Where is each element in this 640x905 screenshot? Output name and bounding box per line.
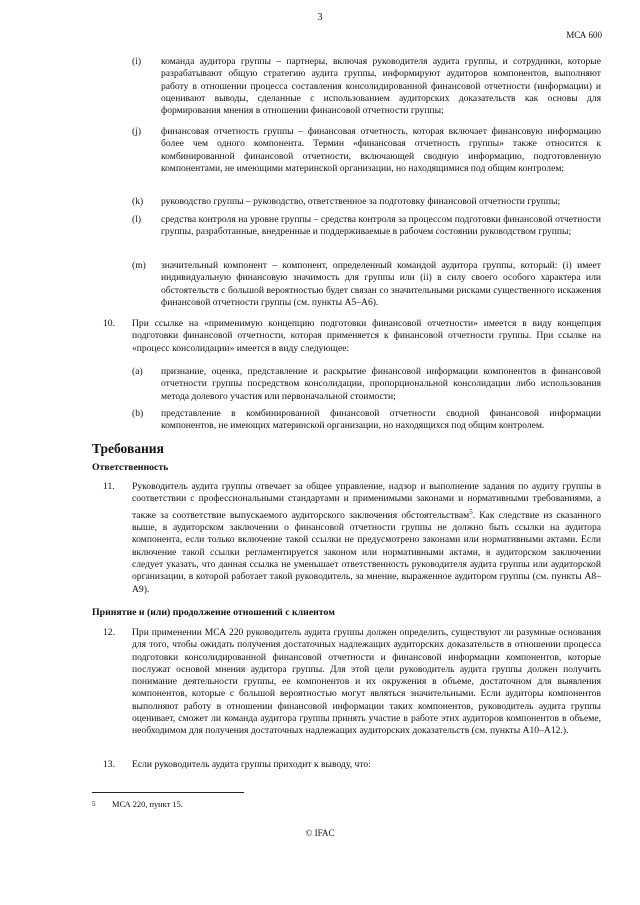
subsection-heading: Принятие и (или) продолжение отношений с клиентом [92, 607, 335, 618]
list-item-text: признание, оценка, представление и раскрытие финансовой информации компонентов в финансовой отчетности группы посредством консолидации, пропорциональной консолидации либо использования метода долевого участия или первоначальной стоимости; [161, 366, 601, 402]
definition-text: команда аудитора группы – партнеры, включая руководителя аудита группы, и сотрудники, которые разрабатывают общую стратегию аудита группы, информируют аудиторов компонентов, выполняют работу в отношении процесса составления консолидированной финансовой отчетности (информации) и оценивают выводы, сделанные с использованием аудиторских доказательств как основы для формирования мнения в отношении финансовой отчетности группы; [161, 56, 601, 117]
footnote-number: 5 [92, 800, 96, 808]
definition-label: (k) [132, 196, 144, 207]
paragraph-11-text: Руководитель аудита группы отвечает за общее управление, надзор и выполнение задания по аудиту группы в соответствии с профессиональными стандартами и применимыми законами и нормативными требованиями, а также за соответствие выпускаемого аудиторского заключения обстоятельствам$^5$. Как следствие из сказанного выше, в аудиторском заключении о финансовой отчетности группы не должно быть ссылки на аудитора компонента, если только включение такой ссылки не предусмотрено законами или нормативными актами. Если включение такой ссылки регламентируется законом или нормативными актами, в аудиторском заключении следует указать, что данная ссылка не уменьшает ответственность руководителя аудита группы или аудиторской организации, в которой работает такой руководитель, за мнение, выраженное аудитором группы (см. пункты А8–А9). [132, 481, 601, 595]
paragraph-number: 13. [103, 759, 115, 770]
section-heading: Требования [92, 441, 164, 456]
footnote-ref: 5 [469, 507, 473, 516]
definition-text: руководство группы – руководство, ответственное за подготовку финансовой отчетности группы; [161, 196, 561, 207]
definition-text: средства контроля на уровне группы – средства контроля за процессом подготовки финансовой отчетности группы, разработанные, внедренные и поддерживаемые в рабочем состоянии руководством группы; [161, 214, 601, 238]
subsection-heading: Ответственность [92, 462, 169, 473]
definition-label: (l) [132, 214, 142, 225]
paragraph-10-text: При ссылке на «применимую концепцию подготовки финансовой отчетности» имеется в виду концепция подготовки финансовой отчетности, которая применяется к финансовой отчетности группы. При ссылке на «процесс консолидации» имеется в виду следующее: [132, 318, 601, 354]
definition-text: финансовая отчетность группы – финансовая отчетность, которая включает финансовую информацию более чем одного компонента. Термин «финансовая отчетность группы» также относится к комбинированной финансовой отчетности, включающей сводную информацию, подготовленную компонентами, не имеющими материнской организации, но находящимися под общим контролем; [161, 126, 601, 174]
definition-label: (m) [132, 260, 146, 271]
paragraph-number: 10. [103, 318, 115, 329]
page-number: 3 [317, 12, 323, 23]
paragraph-12-text: При применении МСА 220 руководитель аудита группы должен определить, существуют ли разумные основания для того, чтобы ожидать получения достаточных надлежащих аудиторских доказательств в отношении процесса подготовки консолидированной финансовой отчетности и финансовой информации компонентов, которые послужат основой мнения аудитора группы. Для этой цели руководитель аудита группы должен получить понимание деятельности группы, ее компонентов и их окружения в объеме, достаточном для выявления компонентов, которые с большой вероятностью могут являться значительными. Если аудиторы компонентов выполняют работу в отношении финансовой информации таких компонентов, руководитель аудита группы оценивает, сможет ли команда аудитора группы принять участие в работе этих аудиторов компонентов в объеме, необходимом для получения достаточных надлежащих аудиторских доказательств (см. пункты А10–А12.). [132, 627, 601, 737]
definition-label: (j) [132, 126, 142, 137]
footnote-divider [92, 792, 244, 793]
list-label: (b) [132, 408, 144, 419]
standard-label: МСА 600 [566, 30, 602, 40]
list-label: (a) [132, 366, 143, 377]
definition-label: (i) [132, 56, 142, 67]
list-item-text: представление в комбинированной финансовой отчетности сводной финансовой информации компонентов, не имеющих материнской организации, но находящихся под общим контролем. [161, 408, 601, 432]
footnote-text: МСА 220, пункт 15. [112, 800, 183, 809]
definition-text: значительный компонент – компонент, определенный командой аудитора группы, который: (i) имеет индивидуальную финансовую значимость для группы или (ii) в силу своего особого характера или обстоятельств с большой вероятностью будет связан со значительными рисками существенного искажения финансовой отчетности группы (см. пункты А5–А6). [161, 260, 601, 308]
copyright-footer: © IFAC [305, 828, 335, 838]
paragraph-number: 11. [103, 481, 115, 492]
paragraph-13-text: Если руководитель аудита группы приходит к выводу, что: [132, 759, 371, 770]
paragraph-number: 12. [103, 627, 115, 638]
